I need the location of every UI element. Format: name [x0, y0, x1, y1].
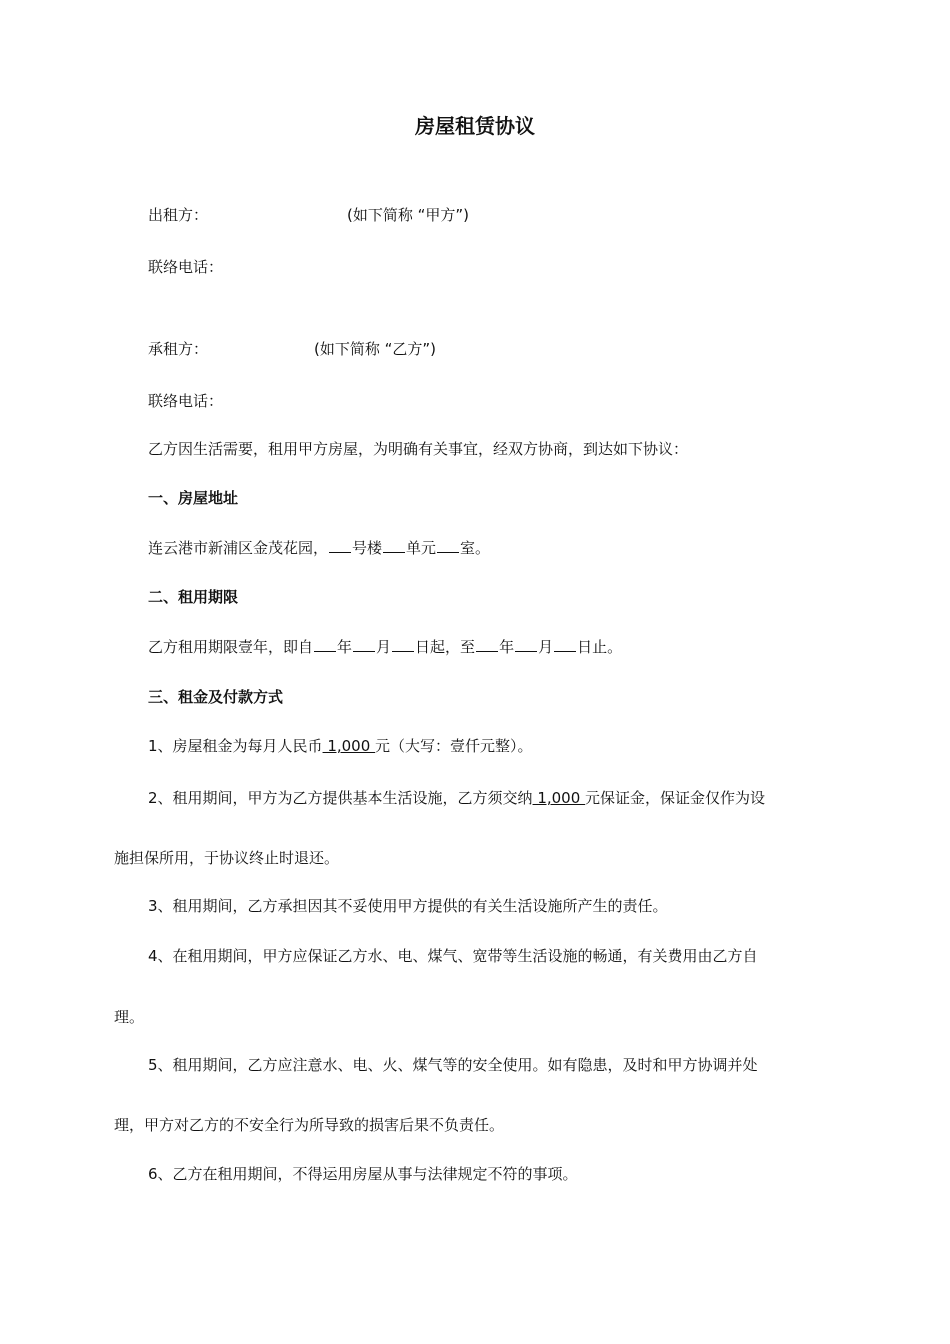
- lessor-line: [148, 205, 208, 225]
- end-day-blank: [554, 636, 576, 652]
- address-line: [148, 537, 490, 558]
- clause-2-continued: 施担保所用，于协议终止时退还。: [114, 849, 340, 867]
- unit-blank: [383, 537, 405, 553]
- room-blank: [437, 537, 459, 553]
- start-day-blank: [392, 636, 414, 652]
- clause-2-tail: 元保证金，保证金仅作为设: [585, 789, 766, 807]
- section2-heading: 二、租用期限: [148, 588, 239, 606]
- building-blank: [329, 537, 351, 553]
- clause-4: 4、在租用期间，甲方应保证乙方水、电、煤气、宽带等生活设施的畅通，有关费用由乙方自: [148, 947, 758, 965]
- lessor-phone-label: 联络电话：: [148, 258, 224, 276]
- clause-5-continued: 理，甲方对乙方的不安全行为所导致的损害后果不负责任。: [114, 1116, 505, 1134]
- term-text-start: 乙方租用期限壹年，即自: [148, 638, 314, 656]
- lessee-alias: (如下简称 “乙方”): [314, 340, 437, 358]
- lessor-label: 出租方：: [148, 206, 209, 224]
- clause-6: 6、乙方在租用期间，不得运用房屋从事与法律规定不符的事项。: [148, 1165, 578, 1183]
- lessee-phone-label: 联络电话：: [148, 392, 224, 410]
- start-year-label: 年: [337, 638, 353, 656]
- unit-label: 单元: [406, 539, 437, 557]
- section3-heading: 三、租金及付款方式: [148, 688, 284, 706]
- end-month-blank: [515, 636, 537, 652]
- end-month-label: 月: [538, 638, 554, 656]
- lessee-label: 承租方：: [148, 340, 209, 358]
- deposit-amount: 1,000: [532, 789, 586, 807]
- address-text: 连云港市新浦区金茂花园，: [148, 539, 329, 557]
- clause-3: 3、租用期间，乙方承担因其不妥使用甲方提供的有关生活设施所产生的责任。: [148, 897, 668, 915]
- start-year-blank: [314, 636, 336, 652]
- clause-5: 5、租用期间，乙方应注意水、电、火、煤气等的安全使用。如有隐患，及时和甲方协调并处: [148, 1056, 758, 1074]
- lessor-alias: (如下简称 “甲方”): [347, 206, 470, 224]
- end-year-blank: [476, 636, 498, 652]
- clause-2-text: 2、租用期间，甲方为乙方提供基本生活设施，乙方须交纳: [148, 789, 533, 807]
- start-month-blank: [353, 636, 375, 652]
- end-day-label: 日止。: [577, 638, 623, 656]
- rent-amount: 1,000: [322, 737, 376, 755]
- document-title: 房屋租赁协议: [415, 114, 535, 138]
- clause-1-tail: 元（大写：壹仟元整）。: [375, 737, 533, 755]
- clause-1: [148, 736, 533, 756]
- end-year-label: 年: [499, 638, 515, 656]
- clause-1-text: 1、房屋租金为每月人民币: [148, 737, 323, 755]
- building-label: 号楼: [352, 539, 383, 557]
- start-day-label: 日起，至: [415, 638, 476, 656]
- term-line: [148, 636, 622, 657]
- room-label: 室。: [460, 539, 491, 557]
- intro-paragraph: 乙方因生活需要，租用甲方房屋，为明确有关事宜，经双方协商，到达如下协议：: [148, 440, 689, 458]
- start-month-label: 月: [376, 638, 392, 656]
- section1-heading: 一、房屋地址: [148, 489, 239, 507]
- clause-4-continued: 理。: [114, 1008, 145, 1026]
- clause-2: [148, 788, 765, 808]
